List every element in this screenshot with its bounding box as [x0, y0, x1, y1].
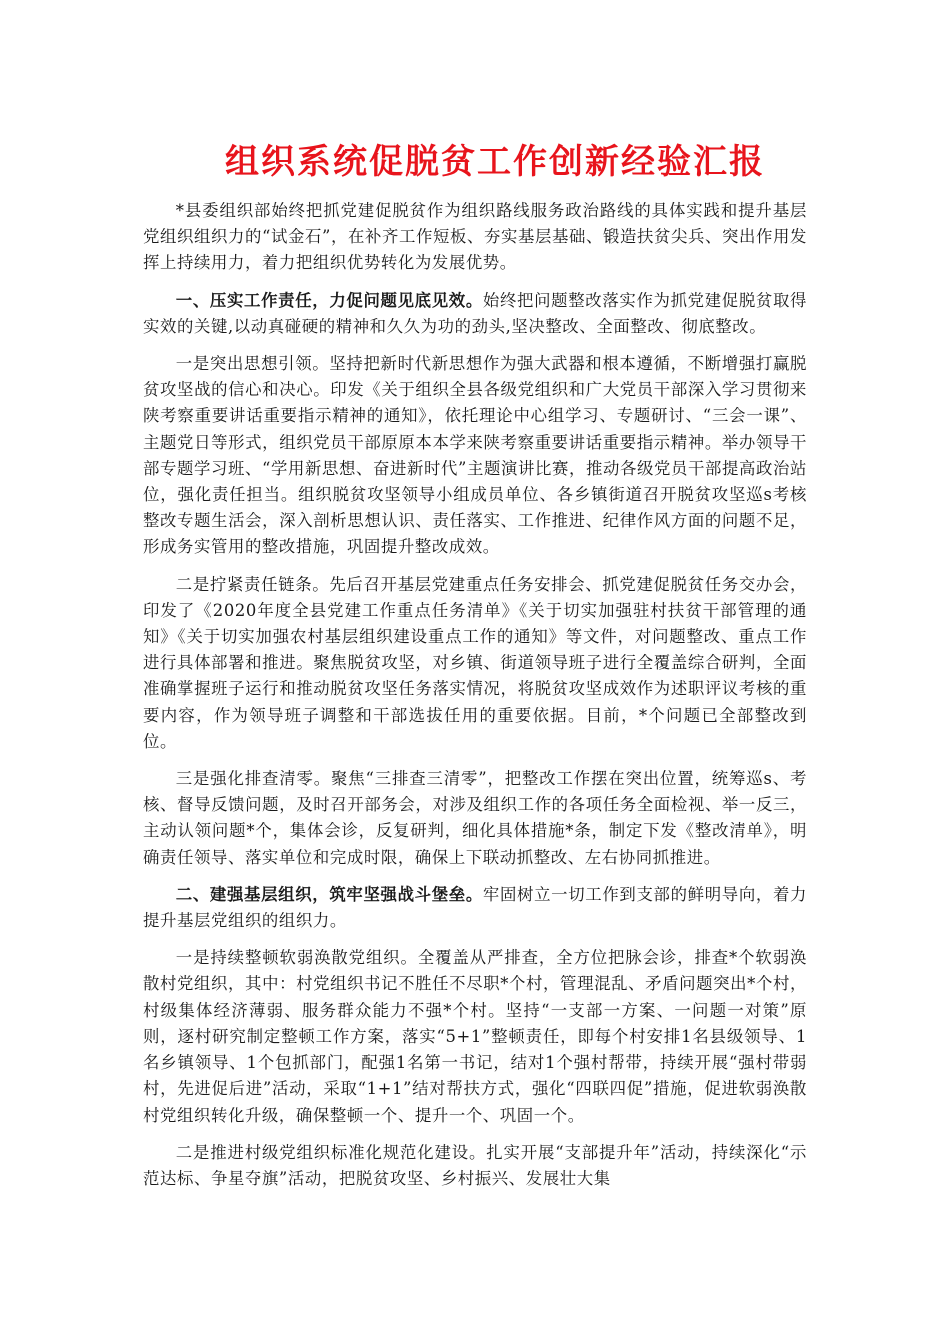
section-heading-1: 一、压实工作责任，力促问题见底见效。 [175, 290, 483, 310]
paragraph-1-2 [143, 572, 807, 755]
document-title: 组织系统促脱贫工作创新经验汇报 [225, 142, 765, 182]
paragraph-1-3 [143, 766, 807, 871]
paragraph-text: 三是强化排查清零。聚焦“三排查三清零”，把整改工作摆在突出位置，统筹巡s、考核、督导反馈问题，及时召开部务会，对涉及组织工作的各项任务全面检视、举一反三，主动认领问题*个，集体会诊，反复研判，细化具体措施*条，制定下发《整改清单》，明确责任领导、落实单位和完成时限，确保上下联动抓整改、左右协同抓推进。 [143, 769, 807, 867]
paragraph-1-1 [143, 351, 807, 561]
paragraph-text: 始终把问题整改落实作为抓党建促脱贫取得实效的关键,以动真碰硬的精神和久久为功的劲头,坚决整改、全面整改、彻底整改。 [143, 290, 807, 336]
paragraph-text: 牢固树立一切工作到支部的鲜明导向，着力提升基层党组织的组织力。 [143, 884, 807, 931]
paragraph-text: *县委组织部始终把抓党建促脱贫作为组织路线服务政治路线的具体实践和提升基层党组织组织力的“试金石”，在补齐工作短板、夯实基层基础、锻造扶贫尖兵、突出作用发挥上持续用力，着力把组织优势转化为发展优势。 [143, 201, 807, 273]
paragraph-text: 二是推进村级党组织标准化规范化建设。扎实开展“支部提升年”活动，持续深化“示范达标、争星夺旗”活动，把脱贫攻坚、乡村振兴、发展壮大集 [143, 1142, 807, 1188]
section-heading-2: 二、建强基层组织，筑牢坚强战斗堡垒。 [175, 884, 483, 904]
section-heading-paragraph-1 [143, 288, 807, 340]
paragraph-2-2 [143, 1140, 807, 1192]
section-heading-paragraph-2 [143, 882, 807, 934]
paragraph-text: 一是持续整顿软弱涣散党组织。全覆盖从严排查，全方位把脉会诊，排查*个软弱涣散村党组织，其中：村党组织书记不胜任不尽职*个村，管理混乱、矛盾问题突出*个村，村级集体经济薄弱、服务群众能力不强*个村。坚持“一支部一方案、一问题一对策”原则，逐村研究制定整顿工作方案，落实“5+1”整顿责任，即每个村安排1名县级领导、1名乡镇领导、1个包抓部门，配强1名第一书记，结对1个强村帮带，持续开展“强村带弱村，先进促后进”活动，采取“1+1”结对帮扶方式，强化“四联四促”措施，促进软弱涣散村党组织转化升级，确保整顿一个、提升一个、巩固一个。 [143, 948, 807, 1125]
paragraph-2-1 [143, 945, 807, 1128]
paragraph-intro [143, 198, 807, 277]
paragraph-text: 一是突出思想引领。坚持把新时代新思想作为强大武器和根本遵循，不断增强打赢脱贫攻坚战的信心和决心。印发《关于组织全县各级党组织和广大党员干部深入学习贯彻来陕考察重要讲话重要指示精神的通知》，依托理论中心组学习、专题研讨、“三会一课”、主题党日等形式，组织党员干部原原本本学来陕考察重要讲话重要指示精神。举办领导干部专题学习班、“学用新思想、奋进新时代”主题演讲比赛，推动各级党员干部提高政治站位，强化责任担当。组织脱贫攻坚领导小组成员单位、各乡镇街道召开脱贫攻坚巡s考核整改专题生活会，深入剖析思想认识、责任落实、工作推进、纪律作风方面的问题不足，形成务实管用的整改措施，巩固提升整改成效。 [143, 354, 807, 557]
paragraph-text: 二是拧紧责任链条。先后召开基层党建重点任务安排会、抓党建促脱贫任务交办会，印发了《2020年度全县党建工作重点任务清单》《关于切实加强驻村扶贫干部管理的通知》《关于切实加强农村基层组织建设重点工作的通知》等文件，对问题整改、重点工作进行具体部署和推进。聚焦脱贫攻坚，对乡镇、街道领导班子进行全覆盖综合研判，全面准确掌握班子运行和推动脱贫攻坚任务落实情况，将脱贫攻坚成效作为述职评议考核的重要内容，作为领导班子调整和干部选拔任用的重要依据。目前，*个问题已全部整改到位。 [143, 574, 807, 751]
